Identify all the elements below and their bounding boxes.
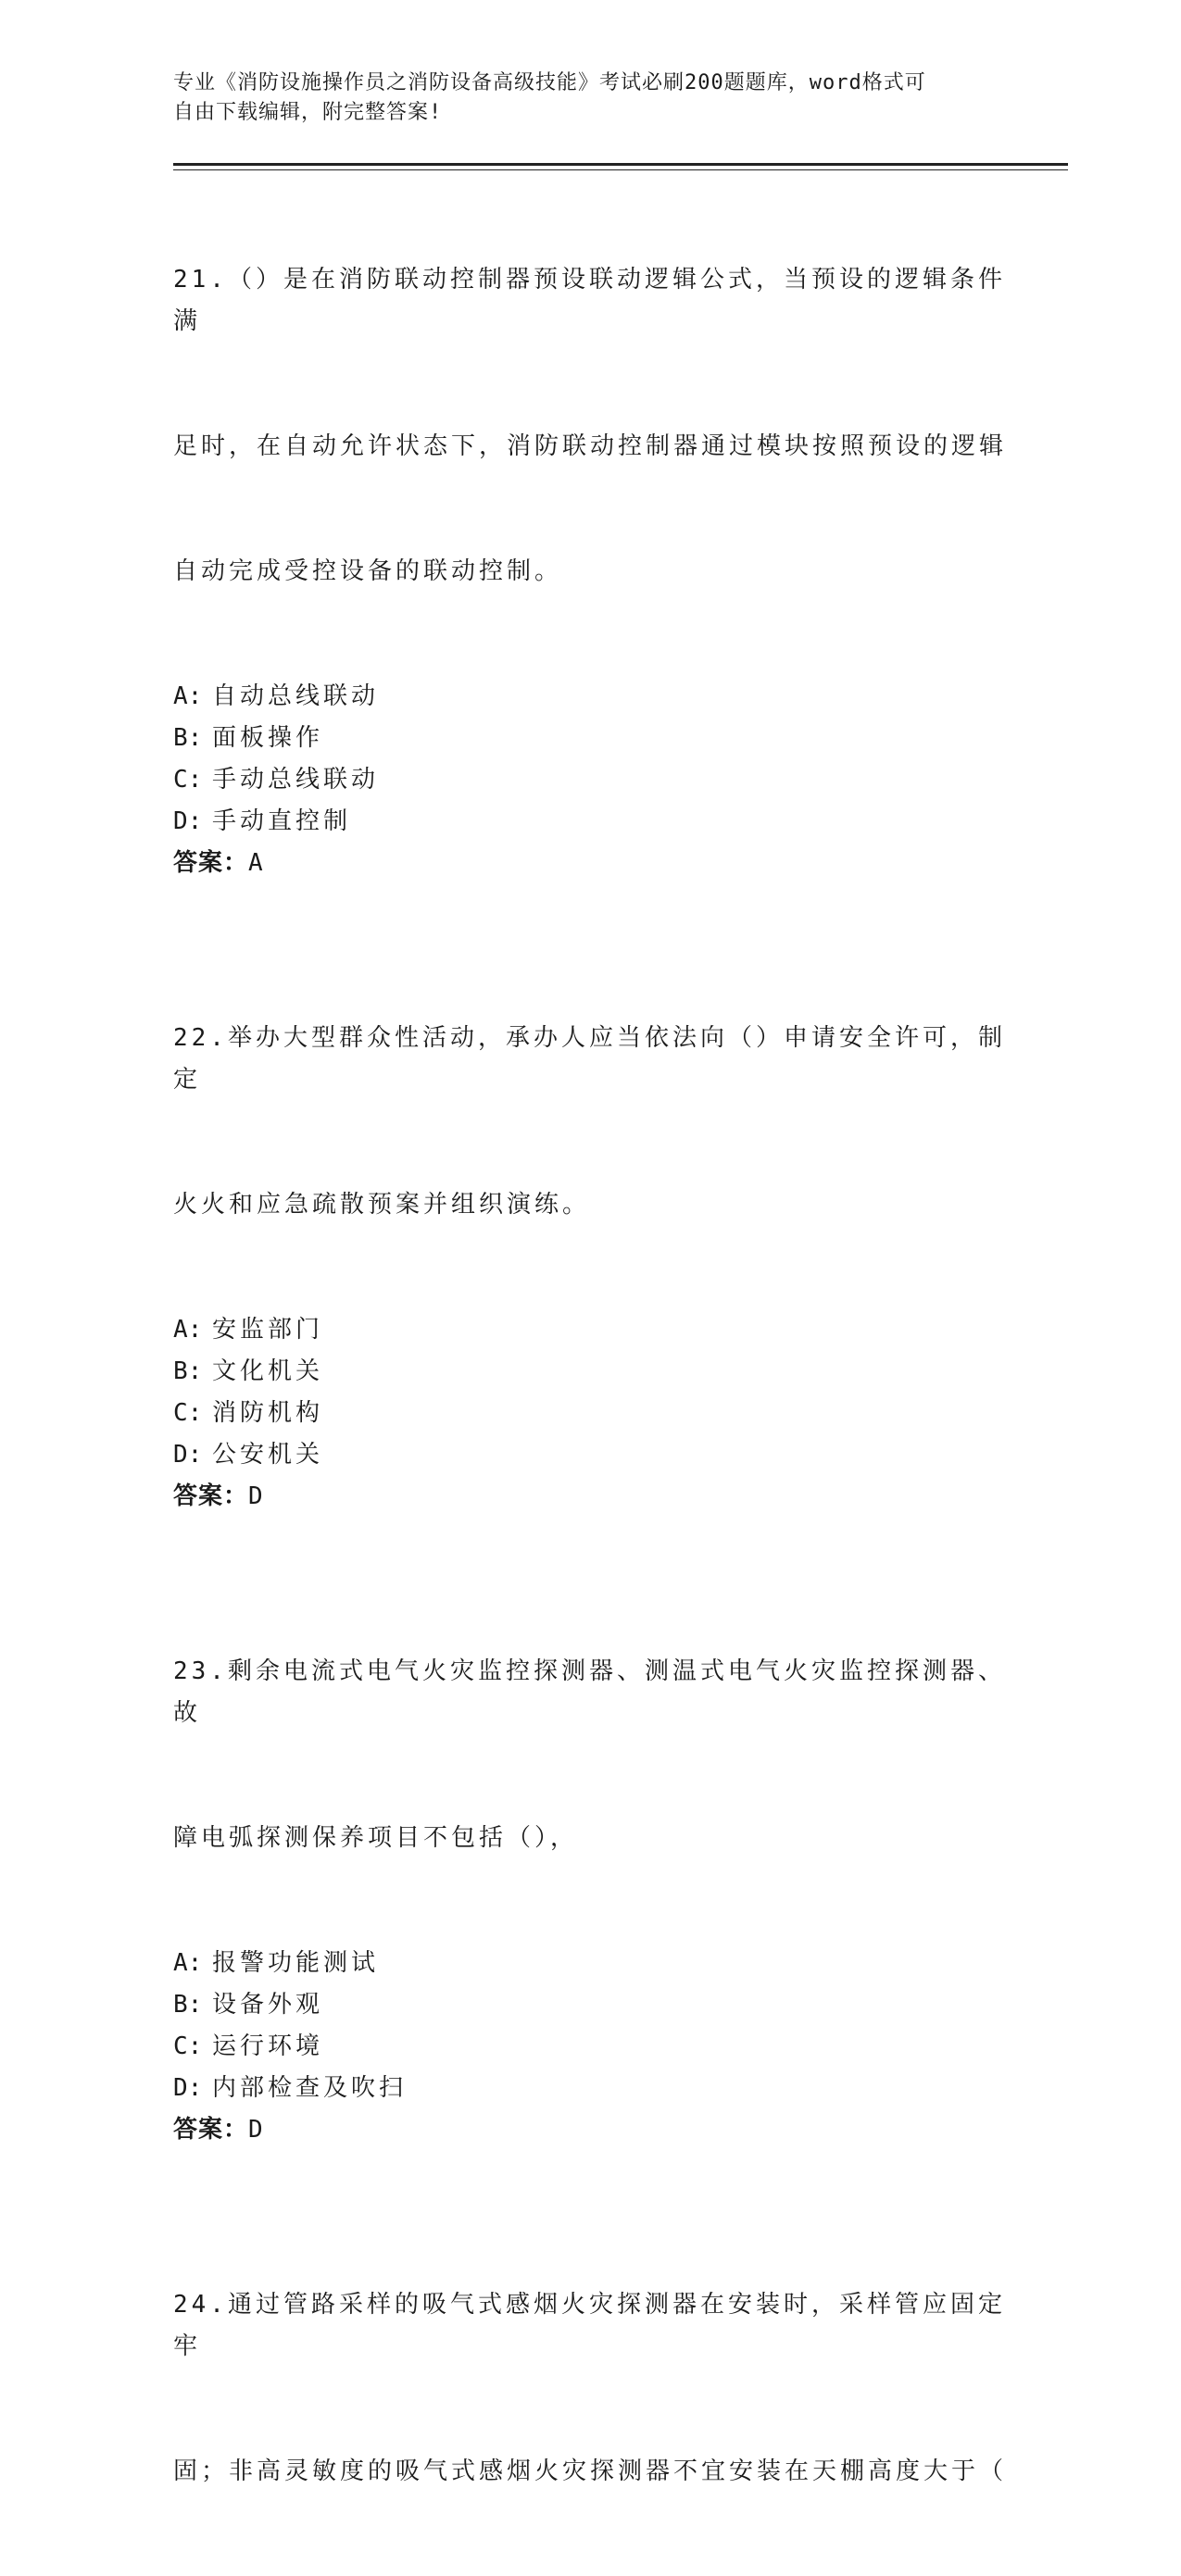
- option-text: 面板操作: [212, 724, 324, 752]
- answer-value: D: [248, 1482, 264, 1510]
- option-key: B:: [173, 1991, 203, 2019]
- answer-line: [173, 2109, 1007, 2151]
- option-b: [173, 718, 1007, 759]
- stem-line: 自动完成受控设备的联动控制。: [173, 557, 563, 585]
- option-key: C:: [173, 2032, 203, 2060]
- document-header: [173, 69, 988, 128]
- answer-value: D: [248, 2116, 264, 2144]
- header-divider-thin: [173, 169, 1068, 170]
- option-key: C:: [173, 1399, 203, 1427]
- question-stem: [173, 2201, 1007, 2576]
- question-stem: [173, 176, 1007, 676]
- option-text: 运行环境: [212, 2032, 324, 2060]
- option-b: [173, 1351, 1007, 1393]
- stem-line: 火火和应急疏散预案并组织演练。: [173, 1191, 591, 1219]
- option-key: D:: [173, 1441, 203, 1469]
- option-d: [173, 801, 1007, 843]
- option-key: C:: [173, 766, 203, 794]
- option-key: D:: [173, 807, 203, 835]
- option-c: [173, 1393, 1007, 1434]
- option-c: [173, 759, 1007, 801]
- answer-line: [173, 1476, 1007, 1518]
- option-text: 设备外观: [212, 1991, 324, 2019]
- option-key: B:: [173, 1357, 203, 1385]
- stem-line: 足时，在自动允许状态下，消防联动控制器通过模块按照预设的逻辑: [173, 432, 1008, 460]
- option-key: A:: [173, 1949, 203, 1977]
- stem-line: 23.剩余电流式电气火灾监控探测器、测温式电气火灾监控探测器、故: [173, 1657, 1006, 1727]
- option-text: 手动总线联动: [212, 766, 380, 794]
- answer-value: A: [248, 849, 264, 877]
- question-list: [173, 176, 1007, 2576]
- option-text: 安监部门: [212, 1316, 324, 1344]
- question-23: [173, 1568, 1007, 2151]
- option-text: 公安机关: [212, 1441, 324, 1469]
- option-c: [173, 2026, 1007, 2068]
- option-d: [173, 1434, 1007, 1476]
- option-d: [173, 2068, 1007, 2109]
- option-text: 报警功能测试: [212, 1949, 380, 1977]
- option-text: 自动总线联动: [212, 682, 380, 710]
- header-line-2: 自由下载编辑，附完整答案!: [173, 101, 443, 124]
- option-a: [173, 1309, 1007, 1351]
- option-b: [173, 1984, 1007, 2026]
- stem-line: 24.通过管路采样的吸气式感烟火灾探测器在安装时，采样管应固定牢: [173, 2291, 1006, 2360]
- question-24: [173, 2201, 1007, 2576]
- option-key: D:: [173, 2074, 203, 2102]
- stem-line: 固；非高灵敏度的吸气式感烟火灾探测器不宜安装在天棚高度大于（: [173, 2457, 1008, 2485]
- stem-line: 22.举办大型群众性活动，承办人应当依法向（）申请安全许可，制定: [173, 1024, 1006, 1094]
- option-text: 内部检查及吹扫: [212, 2074, 408, 2102]
- option-text: 手动直控制: [212, 807, 352, 835]
- answer-line: [173, 843, 1007, 884]
- answer-label: 答案：: [173, 1482, 249, 1510]
- option-text: 文化机关: [212, 1357, 324, 1385]
- answer-label: 答案：: [173, 849, 249, 877]
- option-a: [173, 1943, 1007, 1984]
- option-key: A:: [173, 682, 203, 710]
- option-key: A:: [173, 1316, 203, 1344]
- answer-label: 答案：: [173, 2116, 249, 2144]
- question-stem: [173, 934, 1007, 1309]
- stem-line: 障电弧探测保养项目不包括（），: [173, 1824, 579, 1852]
- option-a: [173, 676, 1007, 718]
- header-line-1: 专业《消防设施操作员之消防设备高级技能》考试必刷200题题库，word格式可: [173, 71, 926, 94]
- question-21: [173, 176, 1007, 884]
- stem-line: 21.（）是在消防联动控制器预设联动逻辑公式，当预设的逻辑条件满: [173, 266, 1006, 335]
- option-text: 消防机构: [212, 1399, 324, 1427]
- question-stem: [173, 1568, 1007, 1943]
- question-22: [173, 934, 1007, 1518]
- option-key: B:: [173, 724, 203, 752]
- header-divider-thick: [173, 163, 1068, 166]
